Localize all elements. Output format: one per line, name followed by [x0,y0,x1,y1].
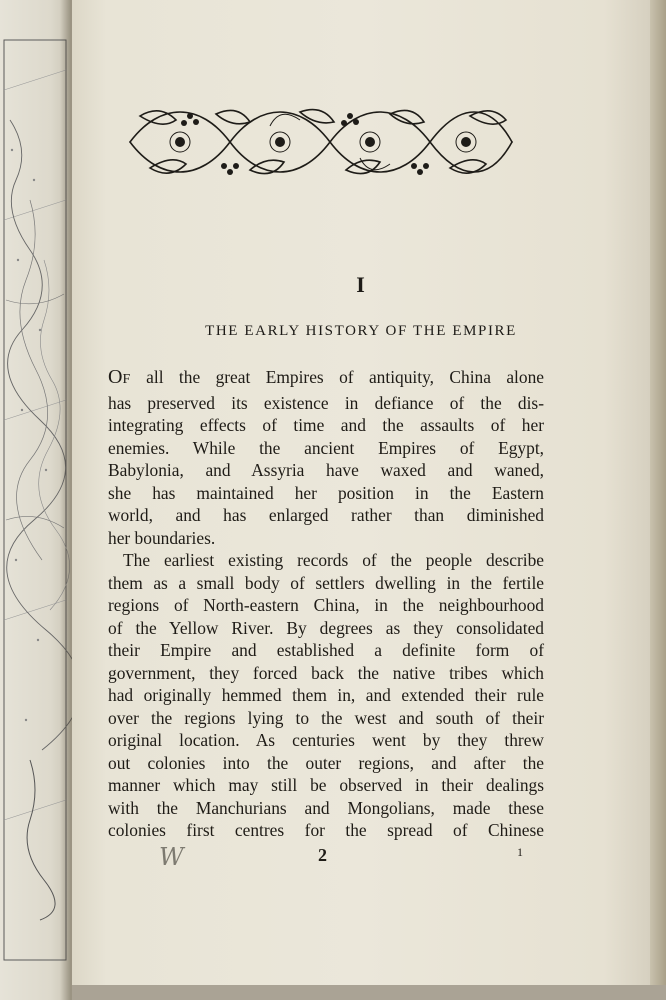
paragraph-1-line: enemies. While the ancient Empires of Egypt, [108,437,544,458]
paragraph-2-line: of the Yellow River. By degrees as they consolidated [108,617,544,638]
drop-letter: O [108,366,123,388]
chapter-body-text [108,366,544,842]
paragraph-2-line: manner which may still be observed in their dealings [108,775,544,795]
book-page [72,0,650,987]
paragraph-2-line: over the regions lying to the west and south of their [108,707,544,728]
chapter-number: I [356,272,366,297]
paragraph-2-line: original location. As centuries went by they threw [108,730,544,750]
paragraph-2-line: regions of North-eastern China, in the neighbourhood [108,595,544,615]
paragraph-1-line: has preserved its existence in defiance of the dis- [108,392,544,413]
page-number: 2 [318,845,327,865]
paragraph-1-line: she has maintained her position in the Eastern [108,482,544,503]
paragraph-1-line: integrating effects of time and the assaults of her [108,415,544,435]
signature-mark: 1 [517,845,523,859]
paragraph-2-line: their Empire and established a definite form of [108,640,544,660]
paragraph-1-line: Babylonia, and Assyria have waxed and waned, [108,460,544,480]
page-footer [72,843,650,873]
small-caps-letters: F [122,372,131,387]
paragraph-1-line: her boundaries. [108,527,216,548]
paragraph-2-line: colonies first centres for the spread of Chinese [108,820,544,840]
chapter-title: THE EARLY HISTORY OF THE EMPIRE [205,323,517,339]
paragraph-2-line: The earliest existing records of the people describe [123,550,544,570]
floral-headpiece-ornament [120,96,522,188]
book-bottom-edge [72,985,666,1000]
paragraph-1-line: OF all the great Empires of antiquity, China alone [108,366,544,388]
paragraph-2-line: government, they forced back the native tribes which [108,662,544,683]
paragraph-2-line: with the Manchurians and Mongolians, made these [108,797,544,818]
paragraph-2-line: had originally hemmed them in, and extended their rule [108,685,544,705]
paragraph-1-line: world, and has enlarged rather than diminished [108,505,544,525]
paragraph-2-line: out colonies into the outer regions, and after the [108,752,544,773]
page-block-edge [650,0,666,1000]
paragraph-2-line: them as a small body of settlers dwelling in the fertile [108,572,544,593]
pencil-mark: W [159,843,184,871]
